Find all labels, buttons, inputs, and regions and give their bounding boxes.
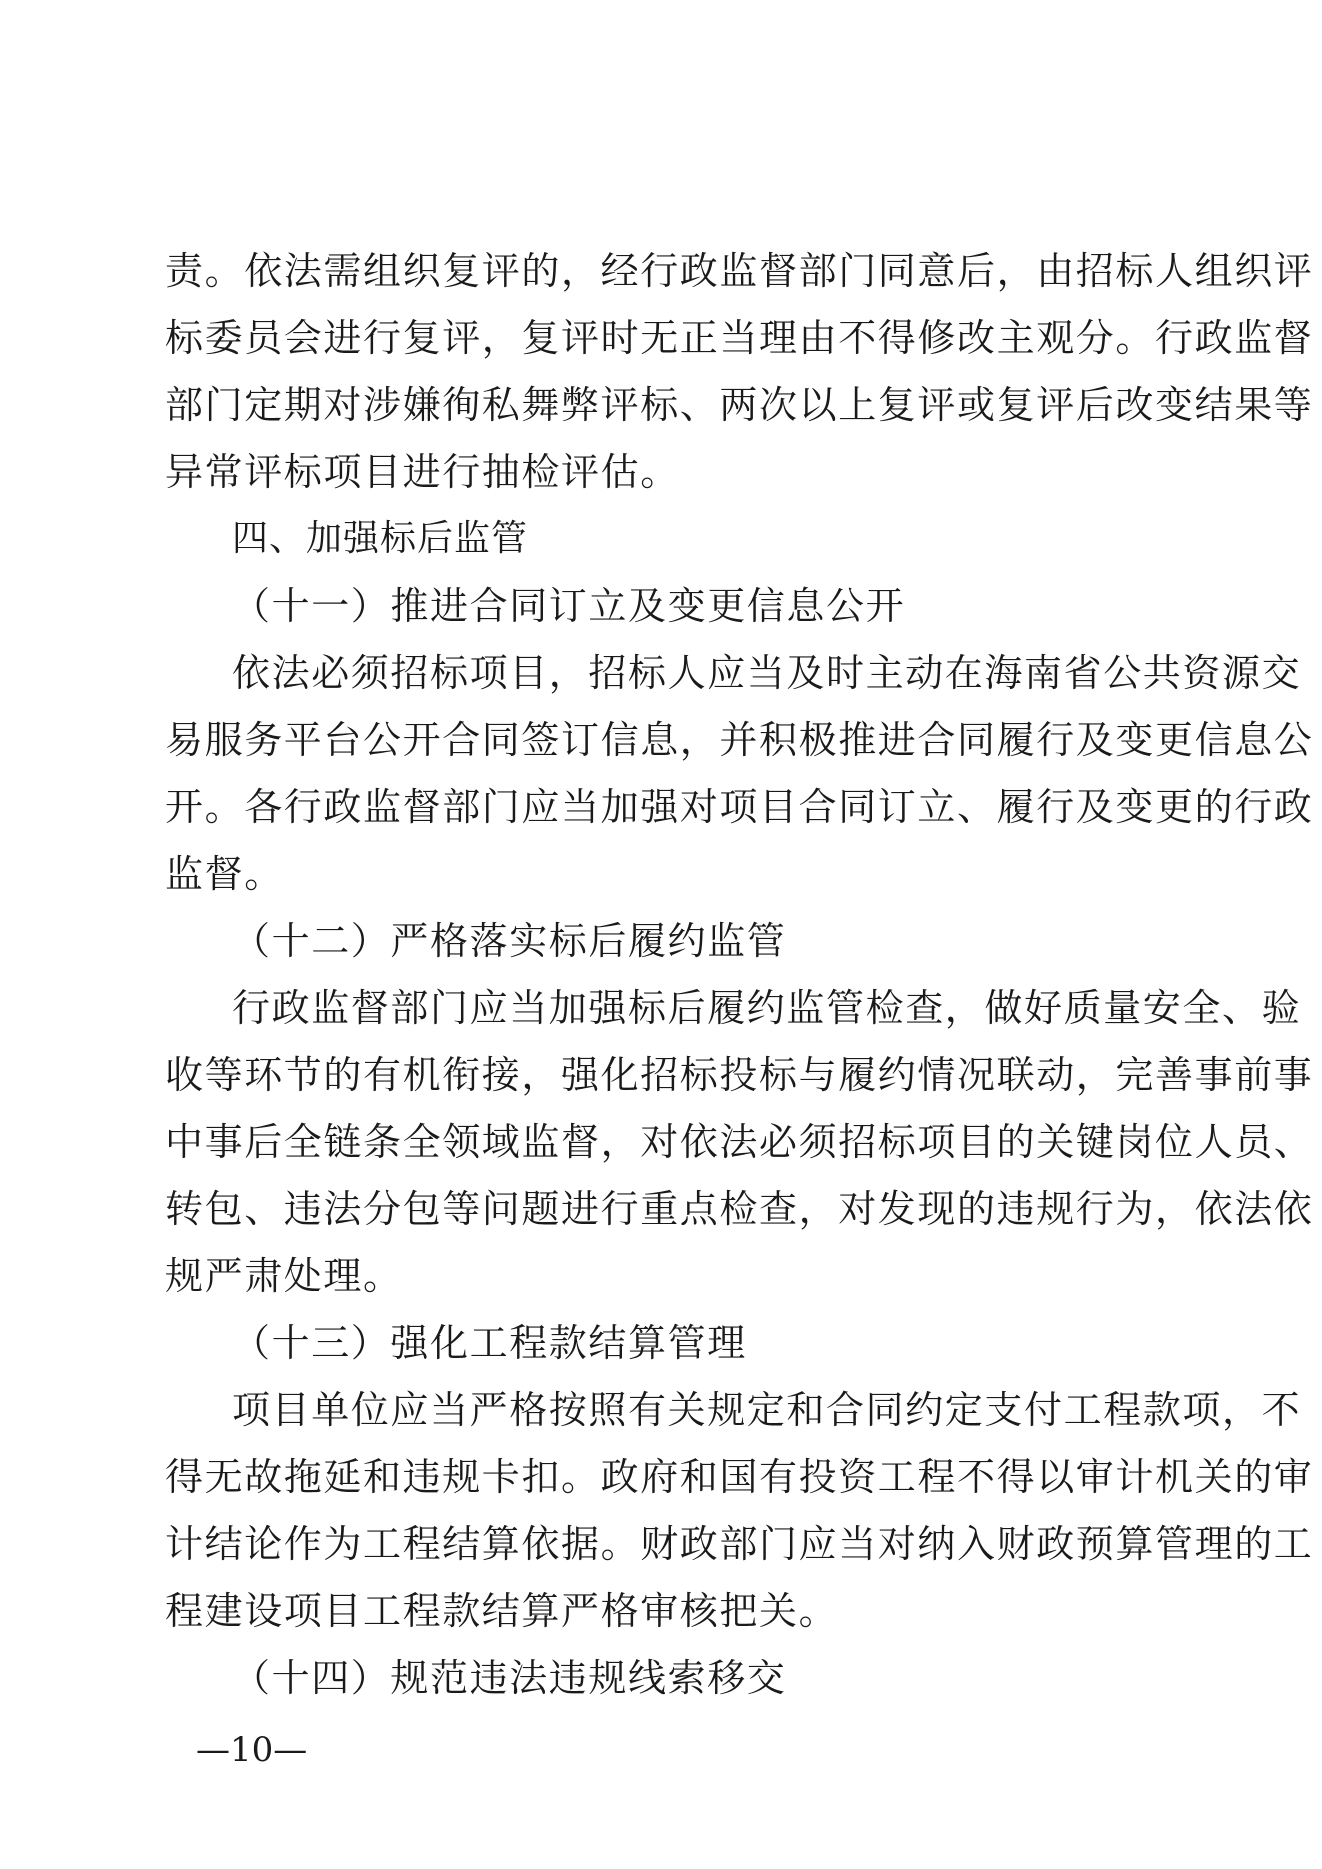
paragraph-line: 部门定期对涉嫌徇私舞弊评标、两次以上复评或复评后改变结果等 <box>165 383 1314 427</box>
paragraph-line: 规严肃处理。 <box>165 1254 403 1298</box>
page-number: —10— <box>196 1730 308 1770</box>
paragraph-line: 标委员会进行复评，复评时无正当理由不得修改主观分。行政监督 <box>165 316 1314 360</box>
paragraph-line: 责。依法需组织复评的，经行政监督部门同意后，由招标人组织评 <box>165 249 1314 293</box>
subsection-title: （十四）规范违法违规线索移交 <box>232 1656 787 1700</box>
paragraph-line: 收等环节的有机衔接，强化招标投标与履约情况联动，完善事前事 <box>165 1053 1314 1097</box>
paragraph-line: 程建设项目工程款结算严格审核把关。 <box>165 1589 839 1633</box>
subsection-title: （十二）严格落实标后履约监管 <box>232 919 787 963</box>
paragraph-line: 项目单位应当严格按照有关规定和合同约定支付工程款项，不 <box>232 1388 1302 1432</box>
paragraph-line: 监督。 <box>165 852 284 896</box>
paragraph-line: 得无故拖延和违规卡扣。政府和国有投资工程不得以审计机关的审 <box>165 1455 1314 1499</box>
paragraph-line: 异常评标项目进行抽检评估。 <box>165 450 680 494</box>
paragraph-line: 开。各行政监督部门应当加强对项目合同订立、履行及变更的行政 <box>165 785 1314 829</box>
subsection-title: （十三）强化工程款结算管理 <box>232 1321 747 1365</box>
paragraph-line: 转包、违法分包等问题进行重点检查，对发现的违规行为，依法依 <box>165 1187 1314 1231</box>
subsection-title: （十一）推进合同订立及变更信息公开 <box>232 584 906 628</box>
paragraph-line: 中事后全链条全领域监督，对依法必须招标项目的关键岗位人员、 <box>165 1120 1314 1164</box>
paragraph-line: 行政监督部门应当加强标后履约监管检查，做好质量安全、验 <box>232 986 1302 1030</box>
section-heading: 四、加强标后监管 <box>232 518 529 559</box>
paragraph-line: 计结论作为工程结算依据。财政部门应当对纳入财政预算管理的工 <box>165 1522 1314 1566</box>
paragraph-line: 依法必须招标项目，招标人应当及时主动在海南省公共资源交 <box>232 651 1302 695</box>
paragraph-line: 易服务平台公开合同签订信息，并积极推进合同履行及变更信息公 <box>165 718 1314 762</box>
